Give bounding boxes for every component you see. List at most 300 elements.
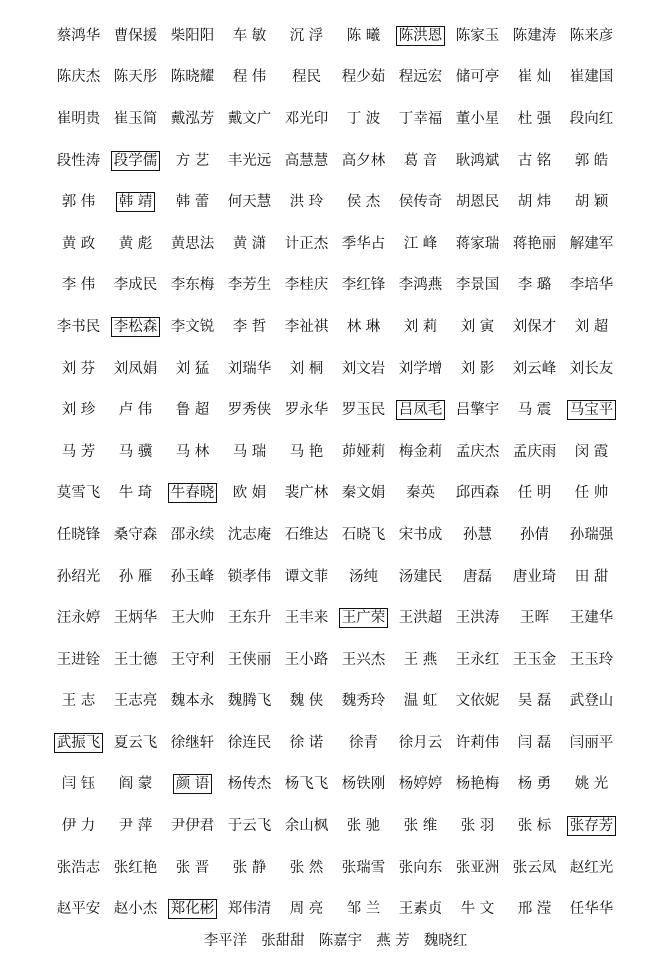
name-text: 李红锋: [341, 277, 386, 294]
name-text: 戴文广: [227, 110, 272, 127]
name-text: 王大帅: [170, 610, 215, 627]
name-cell: [50, 109, 107, 129]
name-text: 田 甜: [574, 568, 609, 585]
name-text: 蔡鸿华: [56, 27, 101, 44]
name-row: [50, 722, 620, 764]
name-cell: [50, 67, 107, 87]
name-row: [50, 389, 620, 431]
name-cell: [335, 858, 392, 878]
name-cell: [221, 67, 278, 87]
name-cell: [506, 317, 563, 337]
name-text: 孙 雁: [118, 568, 153, 585]
name-text: 马宝平: [567, 400, 617, 420]
name-text: 李平洋: [203, 933, 248, 949]
name-text: 储可亭: [455, 69, 500, 86]
name-cell: [107, 234, 164, 254]
name-text: 夏云飞: [113, 734, 158, 751]
name-cell: [50, 192, 107, 212]
name-cell: [107, 442, 164, 462]
name-cell: [164, 442, 221, 462]
name-text: 黄 政: [61, 235, 96, 252]
name-cell: [563, 899, 620, 919]
name-text: 尹伊君: [170, 818, 215, 835]
name-text: 李鸿燕: [398, 277, 443, 294]
name-cell: [449, 275, 506, 295]
name-text: 王士德: [113, 651, 158, 668]
name-row: [50, 306, 620, 348]
name-text: 张甜甜: [261, 933, 305, 949]
name-text: 王晖: [520, 610, 549, 627]
name-cell: [335, 275, 392, 295]
name-cell: [50, 400, 107, 420]
name-text: 江 峰: [403, 235, 438, 252]
name-text: 徐连民: [227, 734, 272, 751]
boxed-name-cell: [164, 899, 221, 919]
name-text: 汤建民: [398, 568, 443, 585]
name-text: 高慧慧: [284, 152, 329, 169]
name-text: 李松森: [111, 317, 161, 337]
name-row: [50, 15, 620, 57]
name-cell: [278, 899, 335, 919]
name-row: [50, 140, 620, 182]
name-cell: [392, 483, 449, 503]
name-cell: [563, 567, 620, 587]
name-text: 段性涛: [56, 152, 101, 169]
name-cell: [164, 858, 221, 878]
name-text: 王玉玲: [569, 651, 614, 668]
name-cell: [278, 858, 335, 878]
name-cell: [164, 400, 221, 420]
name-cell: [563, 650, 620, 670]
name-cell: [278, 234, 335, 254]
name-cell: [107, 774, 164, 794]
name-row: [50, 639, 620, 681]
name-text: 季华占: [341, 235, 386, 252]
name-text: 李培华: [569, 277, 614, 294]
name-text: 程远宏: [398, 69, 443, 86]
name-cell: [506, 483, 563, 503]
name-text: 侯传奇: [398, 194, 443, 211]
name-cell: [278, 442, 335, 462]
name-text: 马 林: [175, 443, 210, 460]
name-cell: [335, 192, 392, 212]
name-cell: [392, 816, 449, 836]
name-text: 陈洪恩: [396, 26, 446, 46]
name-cell: [107, 400, 164, 420]
name-cell: [107, 816, 164, 836]
name-cell: [392, 192, 449, 212]
name-text: 耿鸿斌: [455, 152, 500, 169]
name-cell: [278, 109, 335, 129]
name-row: [50, 556, 620, 598]
name-cell: [107, 650, 164, 670]
name-cell: [335, 67, 392, 87]
name-cell: [392, 650, 449, 670]
name-text: 任晓锋: [56, 526, 101, 543]
name-cell: [221, 525, 278, 545]
name-text: 黄思法: [170, 235, 215, 252]
name-cell: [563, 774, 620, 794]
name-row: [50, 888, 620, 930]
name-cell: [335, 26, 392, 46]
name-cell: [278, 151, 335, 171]
name-cell: [50, 691, 107, 711]
name-text: 张 羽: [460, 818, 495, 835]
name-text: 武登山: [569, 693, 614, 710]
name-cell: [50, 359, 107, 379]
name-cell: [335, 483, 392, 503]
name-cell: [392, 317, 449, 337]
name-text: 丁幸福: [398, 110, 443, 127]
name-cell: [221, 151, 278, 171]
name-text: 戴泓芳: [170, 110, 215, 127]
name-text: 李 哲: [232, 318, 267, 335]
name-text: 汪永婷: [56, 610, 101, 627]
name-text: 周 亮: [289, 901, 324, 918]
name-text: 邓光印: [284, 110, 329, 127]
name-text: 陈庆杰: [56, 69, 101, 86]
boxed-name-cell: [107, 192, 164, 212]
name-cell: [392, 774, 449, 794]
name-text: 刘 寅: [460, 318, 495, 335]
name-text: 陈嘉宇: [318, 933, 363, 949]
name-text: 李成民: [113, 277, 158, 294]
name-text: 温 虹: [403, 693, 438, 710]
name-text: 郑化彬: [168, 899, 218, 919]
name-text: 吕凤毛: [396, 400, 446, 420]
name-text: 陈家玉: [455, 27, 500, 44]
name-cell: [335, 317, 392, 337]
name-cell: [164, 691, 221, 711]
name-text: 郑伟清: [227, 901, 272, 918]
name-text: 唐磊: [463, 568, 492, 585]
name-text: 阎 蒙: [118, 776, 153, 793]
name-cell: [335, 774, 392, 794]
name-cell: [506, 359, 563, 379]
name-text: 刘 芬: [61, 360, 96, 377]
name-cell: [164, 234, 221, 254]
name-cell: [164, 650, 221, 670]
name-cell: [449, 317, 506, 337]
name-text: 方 艺: [175, 152, 210, 169]
name-row: [50, 597, 620, 639]
name-cell: [164, 567, 221, 587]
name-text: 刘文岩: [341, 360, 386, 377]
name-cell: [449, 67, 506, 87]
name-cell: [221, 691, 278, 711]
name-text: 陈来彦: [569, 27, 614, 44]
name-text: 段向红: [569, 110, 614, 127]
name-text: 闫丽平: [569, 734, 614, 751]
name-text: 高夕林: [341, 152, 386, 169]
name-cell: [335, 567, 392, 587]
name-cell: [563, 691, 620, 711]
name-text: 燕 芳: [376, 933, 410, 949]
name-cell: [221, 442, 278, 462]
name-cell: [563, 151, 620, 171]
name-text: 徐月云: [398, 734, 443, 751]
name-text: 梅金莉: [398, 443, 443, 460]
name-cell: [563, 234, 620, 254]
name-cell: [50, 858, 107, 878]
name-text: 魏腾飞: [227, 693, 272, 710]
name-text: 孟庆雨: [512, 443, 557, 460]
name-cell: [506, 608, 563, 628]
name-cell: [50, 317, 107, 337]
name-text: 李 璐: [517, 277, 552, 294]
name-cell: [50, 650, 107, 670]
name-cell: [50, 608, 107, 628]
name-cell: [563, 359, 620, 379]
name-text: 张 静: [232, 859, 267, 876]
name-text: 韩 蕾: [175, 194, 210, 211]
name-text: 许莉伟: [455, 734, 500, 751]
name-cell: [506, 525, 563, 545]
name-text: 莫雪飞: [56, 485, 101, 502]
name-cell: [506, 442, 563, 462]
name-cell: [278, 275, 335, 295]
name-cell: [221, 109, 278, 129]
name-text: 马 骥: [118, 443, 153, 460]
name-text: 蒋家瑞: [455, 235, 500, 252]
name-text: 文依妮: [455, 693, 500, 710]
name-cell: [107, 483, 164, 503]
name-cell: [563, 483, 620, 503]
name-text: 任 帅: [574, 485, 609, 502]
name-text: 刘长友: [569, 360, 614, 377]
name-cell: [335, 151, 392, 171]
name-cell: [164, 109, 221, 129]
boxed-name-cell: [563, 400, 620, 420]
name-cell: [50, 899, 107, 919]
name-text: 刘 珍: [61, 402, 96, 419]
name-text: 李桂庆: [284, 277, 329, 294]
name-text: 黄 彪: [118, 235, 153, 252]
name-text: 黄 潇: [232, 235, 267, 252]
name-text: 邵永续: [170, 526, 215, 543]
name-cell: [506, 567, 563, 587]
name-text: 鲁 超: [175, 402, 210, 419]
name-text: 张云凤: [512, 859, 557, 876]
name-cell: [278, 774, 335, 794]
name-row: [50, 57, 620, 99]
name-cell: [506, 151, 563, 171]
name-cell: [449, 483, 506, 503]
name-text: 刘 影: [460, 360, 495, 377]
name-text: 张 晋: [175, 859, 210, 876]
name-cell: [392, 234, 449, 254]
name-text: 徐青: [349, 734, 378, 751]
name-text: 锁孝伟: [227, 568, 272, 585]
name-cell: [278, 192, 335, 212]
name-cell: [107, 109, 164, 129]
name-row: [50, 223, 620, 265]
name-cell: [563, 26, 620, 46]
name-cell: [221, 899, 278, 919]
name-text: 张存芳: [567, 816, 617, 836]
name-cell: [335, 442, 392, 462]
name-cell: [449, 400, 506, 420]
name-cell: [278, 359, 335, 379]
name-text: 王素贞: [398, 901, 443, 918]
name-cell: [506, 691, 563, 711]
boxed-name-cell: [392, 26, 449, 46]
name-cell: [278, 816, 335, 836]
name-text: 张亚洲: [455, 859, 500, 876]
name-row: [50, 265, 620, 307]
name-cell: [392, 899, 449, 919]
name-cell: [392, 359, 449, 379]
name-text: 韩 靖: [116, 192, 156, 212]
name-text: 张红艳: [113, 859, 158, 876]
name-cell: [164, 192, 221, 212]
name-text: 桑守森: [113, 526, 158, 543]
name-text: 王进铨: [56, 651, 101, 668]
name-cell: [164, 733, 221, 753]
name-cell: [392, 275, 449, 295]
name-cell: [563, 317, 620, 337]
name-cell: [392, 442, 449, 462]
name-text: 董小星: [455, 110, 500, 127]
name-cell: [449, 359, 506, 379]
name-text: 李 伟: [61, 277, 96, 294]
name-text: 李芳生: [227, 277, 272, 294]
name-cell: [107, 275, 164, 295]
name-grid: [50, 15, 620, 930]
name-cell: [278, 400, 335, 420]
name-row: [50, 764, 620, 806]
boxed-name-cell: [164, 774, 221, 794]
name-text: 吕擎宇: [455, 402, 500, 419]
name-text: 侯 杰: [346, 194, 381, 211]
name-cell: [449, 608, 506, 628]
name-text: 陈天彤: [113, 69, 158, 86]
name-text: 李文锐: [170, 318, 215, 335]
name-cell: [563, 275, 620, 295]
name-cell: [221, 483, 278, 503]
name-cell: [50, 26, 107, 46]
name-text: 刘 桐: [289, 360, 324, 377]
name-text: 牛 文: [460, 901, 495, 918]
name-cell: [164, 275, 221, 295]
name-text: 车 敏: [232, 27, 267, 44]
name-cell: [335, 816, 392, 836]
name-text: 卢 伟: [118, 402, 153, 419]
name-cell: [107, 899, 164, 919]
name-cell: [278, 317, 335, 337]
name-cell: [221, 234, 278, 254]
name-text: 宋书成: [398, 526, 443, 543]
name-cell: [506, 774, 563, 794]
name-cell: [221, 858, 278, 878]
name-text: 崔建国: [569, 69, 614, 86]
name-row: [50, 98, 620, 140]
name-text: 刘 超: [574, 318, 609, 335]
name-cell: [107, 26, 164, 46]
name-text: 刘云峰: [512, 360, 557, 377]
name-text: 王 志: [61, 693, 96, 710]
name-text: 何天慧: [227, 194, 272, 211]
name-text: 闫 磊: [517, 734, 552, 751]
name-cell: [221, 774, 278, 794]
name-text: 王炳华: [113, 610, 158, 627]
name-cell: [107, 608, 164, 628]
name-text: 王守利: [170, 651, 215, 668]
name-text: 刘保才: [512, 318, 557, 335]
name-text: 邱西森: [455, 485, 500, 502]
name-text: 葛 音: [403, 152, 438, 169]
name-text: 罗永华: [284, 402, 329, 419]
name-cell: [278, 26, 335, 46]
name-text: 欧 娟: [232, 485, 267, 502]
name-text: 段学儒: [111, 151, 161, 171]
name-cell: [164, 26, 221, 46]
name-cell: [563, 858, 620, 878]
name-text: 张 然: [289, 859, 324, 876]
name-text: 崔明贵: [56, 110, 101, 127]
name-text: 李景国: [455, 277, 500, 294]
name-text: 林 琳: [346, 318, 381, 335]
boxed-name-cell: [563, 816, 620, 836]
name-text: 胡恩民: [455, 194, 500, 211]
boxed-name-cell: [50, 733, 107, 753]
name-text: 余山枫: [284, 818, 329, 835]
name-text: 魏本永: [170, 693, 215, 710]
name-cell: [107, 691, 164, 711]
name-cell: [563, 525, 620, 545]
name-text: 魏晓红: [423, 933, 468, 949]
name-text: 陈晓耀: [170, 69, 215, 86]
name-cell: [392, 858, 449, 878]
name-text: 王建华: [569, 610, 614, 627]
name-cell: [392, 691, 449, 711]
name-cell: [335, 733, 392, 753]
name-text: 杨飞飞: [284, 776, 329, 793]
name-cell: [335, 691, 392, 711]
name-cell: [335, 359, 392, 379]
name-text: 闫 钰: [61, 776, 96, 793]
name-text: 张瑞雪: [341, 859, 386, 876]
name-cell: [392, 567, 449, 587]
name-text: 沈志庵: [227, 526, 272, 543]
name-cell: [392, 525, 449, 545]
name-cell: [107, 359, 164, 379]
name-text: 胡 炜: [517, 194, 552, 211]
name-cell: [221, 816, 278, 836]
name-text: 张浩志: [56, 859, 101, 876]
boxed-name-cell: [107, 317, 164, 337]
name-text: 王广荣: [339, 608, 389, 628]
boxed-name-cell: [335, 608, 392, 628]
name-text: 刘瑞华: [227, 360, 272, 377]
name-cell: [107, 67, 164, 87]
name-text: 魏秀玲: [341, 693, 386, 710]
name-text: 王玉金: [512, 651, 557, 668]
name-cell: [164, 317, 221, 337]
boxed-name-cell: [164, 483, 221, 503]
name-cell: [449, 26, 506, 46]
name-cell: [449, 858, 506, 878]
name-text: 洪 玲: [289, 194, 324, 211]
name-text: 孙瑞强: [569, 526, 614, 543]
name-cell: [278, 67, 335, 87]
name-text: 徐继轩: [170, 734, 215, 751]
name-row: [50, 473, 620, 515]
name-text: 魏 侠: [289, 693, 324, 710]
name-text: 崔 灿: [517, 69, 552, 86]
name-cell: [449, 442, 506, 462]
name-cell: [449, 650, 506, 670]
